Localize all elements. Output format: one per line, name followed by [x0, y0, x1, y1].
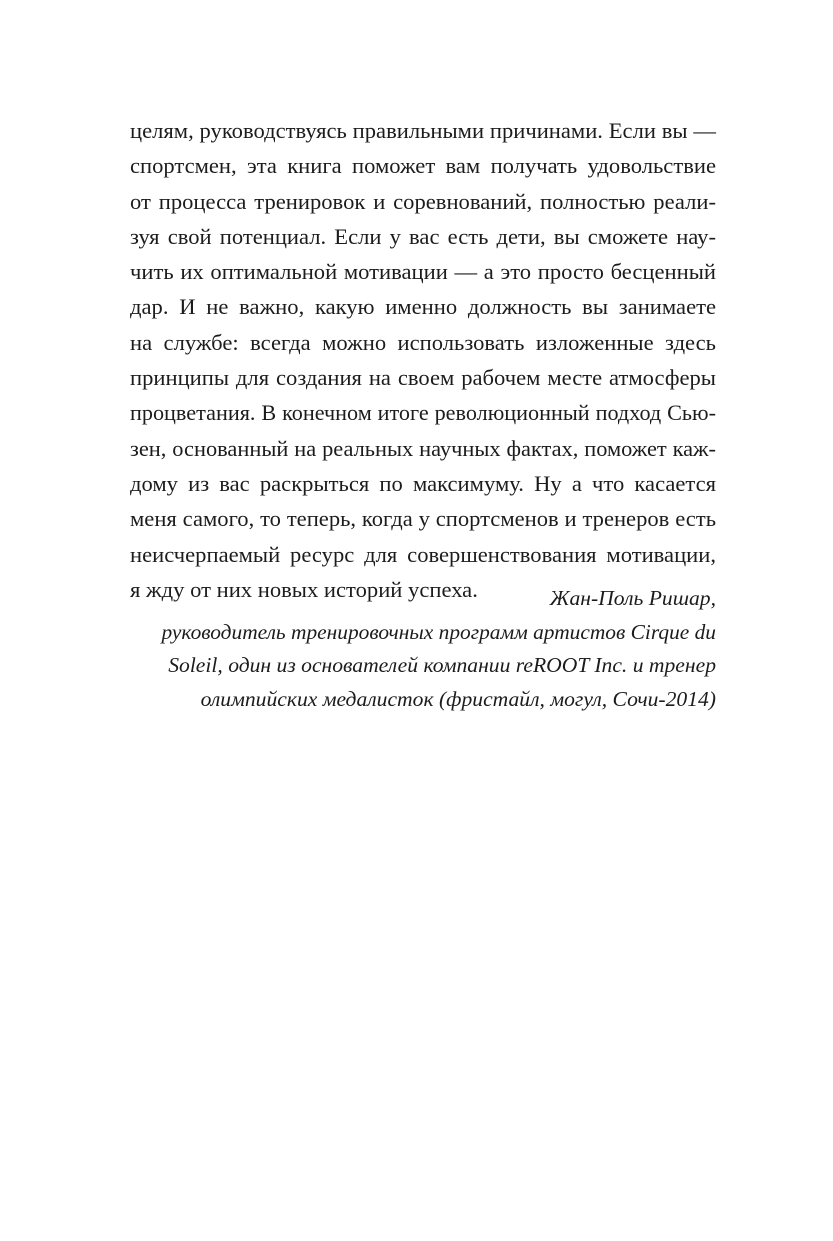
body-line: процветания. В конечном итоге революционный подход Сью- [130, 400, 716, 426]
body-line: зен, основанный на реальных научных фактах, поможет каж- [130, 435, 716, 461]
body-line: чить их оптимальной мотивации — а это просто бесценный [130, 259, 716, 285]
body-line: от процесса тренировок и соревнований, полностью реали- [130, 188, 716, 214]
signature-role-line: олимпийских медалисток (фристайл, могул, Сочи-2014) [200, 687, 716, 712]
body-line: на службе: всегда можно использовать изложенные здесь [130, 329, 716, 355]
signature-author: Жан-Поль Ришар, [549, 586, 716, 610]
body-line: дому из вас раскрыться по максимуму. Ну а что касается [130, 470, 716, 496]
body-line: дар. И не важно, какую именно должность вы занимаете [130, 294, 716, 320]
body-line: принципы для создания на своем рабочем месте атмосферы [130, 365, 716, 391]
signature-role-line: Soleil, один из основателей компании reROOT Inc. и тренер [168, 653, 716, 678]
body-line: спортсмен, эта книга поможет вам получать удовольствие [130, 153, 716, 179]
body-text [130, 113, 716, 607]
body-line: меня самого, то теперь, когда у спортсменов и тренеров есть [130, 506, 716, 532]
signature-role-line: руководитель тренировочных программ артистов Cirque du [161, 619, 716, 644]
body-line: целям, руководствуясь правильными причинами. Если вы — [130, 118, 716, 143]
body-line: зуя свой потенциал. Если у вас есть дети, вы сможете нау- [130, 223, 716, 249]
body-line-last: я жду от них новых историй успеха. [130, 576, 478, 602]
body-line: неисчерпаемый ресурс для совершенствования мотивации, [130, 541, 716, 567]
signature-block [120, 582, 716, 717]
